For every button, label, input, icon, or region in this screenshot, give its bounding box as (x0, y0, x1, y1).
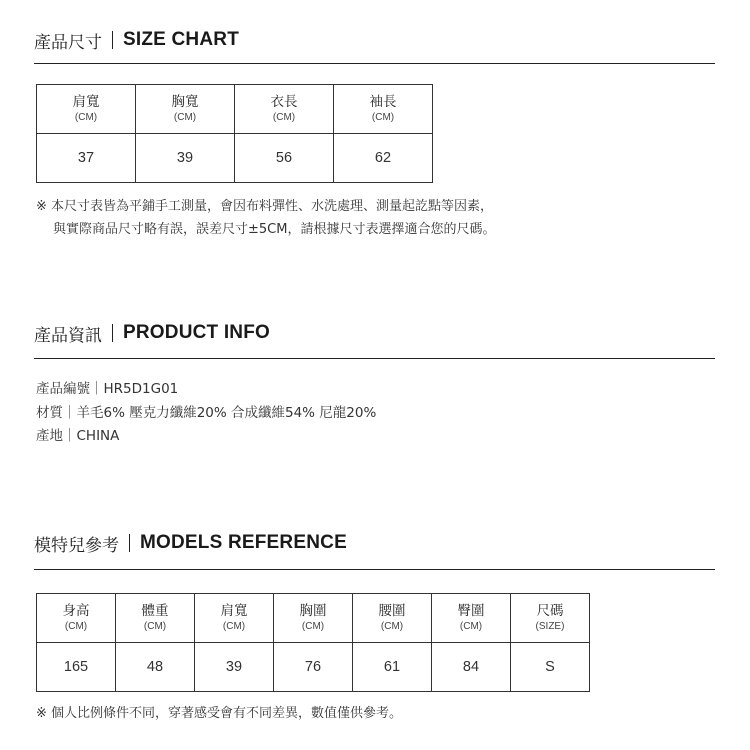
title-divider (112, 31, 113, 49)
models-reference-title-en: MODELS REFERENCE (140, 532, 347, 553)
models-reference-note: ※ 個人比例條件不同，穿著感受會有不同差異，數值僅供參考。 (36, 706, 403, 721)
models-reference-title (34, 530, 347, 556)
size-chart-note-line: 與實際商品尺寸略有誤，誤差尺寸±5CM，請根據尺寸表選擇適合您的尺碼。 (53, 222, 496, 237)
title-divider (129, 534, 130, 552)
product-info-list (36, 378, 376, 449)
models-header-row (37, 594, 590, 643)
models-value-cell: 165 (37, 643, 116, 692)
size-chart-title (34, 27, 239, 53)
models-header-cell: 尺碼 (SIZE) (511, 594, 590, 643)
size-chart-value-cell: 56 (235, 134, 334, 183)
size-chart-table (36, 84, 433, 183)
size-chart-header-cell: 衣長 (CM) (235, 85, 334, 134)
size-chart-header-cell: 胸寬 (CM) (136, 85, 235, 134)
models-header-cell: 體重 (CM) (116, 594, 195, 643)
size-chart-rule (34, 63, 715, 64)
models-header-cell: 臀圍 (CM) (432, 594, 511, 643)
size-chart-title-en: SIZE CHART (123, 29, 239, 50)
product-info-title (34, 320, 270, 346)
models-value-cell: 48 (116, 643, 195, 692)
size-chart-title-zh: 產品尺寸 (34, 32, 102, 53)
models-value-row (37, 643, 590, 692)
product-info-item: 產品編號｜HR5D1G01 (36, 381, 179, 397)
product-info-title-en: PRODUCT INFO (123, 322, 271, 343)
models-header-cell: 身高 (CM) (37, 594, 116, 643)
models-value-cell: 84 (432, 643, 511, 692)
models-reference-table (36, 593, 590, 692)
size-chart-value-cell: 39 (136, 134, 235, 183)
size-chart-note (36, 195, 495, 241)
models-header-cell: 腰圍 (CM) (353, 594, 432, 643)
models-value-cell: S (511, 643, 590, 692)
product-info-item: 材質｜羊毛6% 壓克力纖維20% 合成纖維54% 尼龍20% (36, 404, 377, 421)
models-value-cell: 61 (353, 643, 432, 692)
models-value-cell: 39 (195, 643, 274, 692)
size-chart-value-cell: 37 (37, 134, 136, 183)
models-reference-rule (34, 569, 715, 570)
models-header-cell: 肩寬 (CM) (195, 594, 274, 643)
product-info-rule (34, 358, 715, 359)
product-info-item: 產地｜CHINA (36, 428, 120, 444)
size-chart-value-row (37, 134, 433, 183)
size-chart-value-cell: 62 (334, 134, 433, 183)
models-header-cell: 胸圍 (CM) (274, 594, 353, 643)
size-chart-header-cell: 肩寬 (CM) (37, 85, 136, 134)
product-info-title-zh: 產品資訊 (34, 325, 102, 346)
title-divider (112, 324, 113, 342)
models-reference-title-zh: 模特兒參考 (34, 535, 119, 556)
size-chart-header-row (37, 85, 433, 134)
size-chart-header-cell: 袖長 (CM) (334, 85, 433, 134)
size-chart-note-line: ※ 本尺寸表皆為平鋪手工測量，會因布料彈性、水洗處理、測量起訖點等因素， (36, 199, 494, 214)
models-value-cell: 76 (274, 643, 353, 692)
